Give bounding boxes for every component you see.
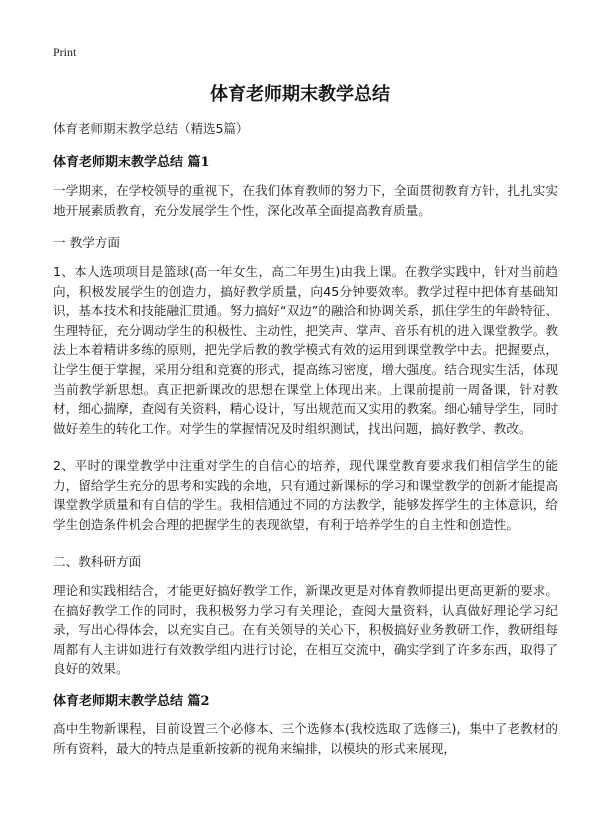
article-1-section-1-paragraph-1: 1、本人选项项目是篮球(高一年女生，高二年男生)由我上课。在教学实践中，针对当前趋向，积极发展学生的创造力，搞好教学质量，向45分钟要效率。教学过程中把体育基础知识，基本技术和技能融汇贯通。努力搞好“双边”的融洽和协调关系，抓住学生的年龄特征、生理特征，充分调动学生的积极性、主动性，把笑声、掌声、音乐有机的进入课堂教学。教法上本着精讲多练的原则，把先学后教的教学模式有效的运用到课堂教学中去。把握要点，让学生便于掌握，采用分组和竞赛的形式，提高练习密度，增大强度。结合现实生活，体现当前教学新思想。真正把新课改的思想在课堂上体现出来。上课前提前一周备课，针对教材，细心揣摩，查阅有关资料，精心设计，写出规范而又实用的教案。细心辅导学生，同时做好差生的转化工作。对学生的掌握情况及时组织测试，找出问题，搞好教学、教改。 [53,264,558,436]
article-1-section-1-paragraph-2: 2、平时的课堂教学中注重对学生的自信心的培养，现代课堂教育要求我们相信学生的能力，留给学生充分的思考和实践的余地，只有通过新课标的学习和课堂教学的创新才能提高课堂教学质量和有自信的学生。我相信通过不同的方法教学，能够发挥学生的主体意识，给学生创造条件机会合理的把握学生的表现欲望，有利于培养学生的自主性和创造性。 [53,458,558,532]
document-title: 体育老师期末教学总结 [210,84,390,105]
document-subtitle: 体育老师期末教学总结（精选5篇） [53,121,249,136]
article-2-intro: 高中生物新课程，目前设置三个必修本、三个选修本(我校选取了选修三)，集中了老教材的所有资料，最大的特点是重新按新的视角来编排，以模块的形式来展现， [53,721,558,756]
article-1-heading: 体育老师期末教学总结 篇1 [53,155,210,170]
article-2-heading: 体育老师期末教学总结 篇2 [53,694,210,709]
article-1-section-1-title: 一 教学方面 [53,235,120,250]
article-1-intro: 一学期来，在学校领导的重视下，在我们体育教师的努力下，全面贯彻教育方针，扎扎实实地开展素质教育，充分发展学生个性，深化改革全面提高教育质量。 [53,183,558,218]
article-1-section-2-title: 二、教科研方面 [53,554,142,569]
print-label: Print [53,45,77,59]
article-1-section-2-paragraph-1: 理论和实践相结合，才能更好搞好教学工作，新课改更是对体育教师提出更高更新的要求。在搞好教学工作的同时，我积极努力学习有关理论，查阅大量资料，认真做好理论学习纪录，写出心得体会，以充实自己。在有关领导的关心下，积极搞好业务教研工作，教研组每周都有人主讲如进行有效教学组内进行讨论，在相互交流中，确实学到了许多东西，取得了良好的效果。 [53,583,558,677]
